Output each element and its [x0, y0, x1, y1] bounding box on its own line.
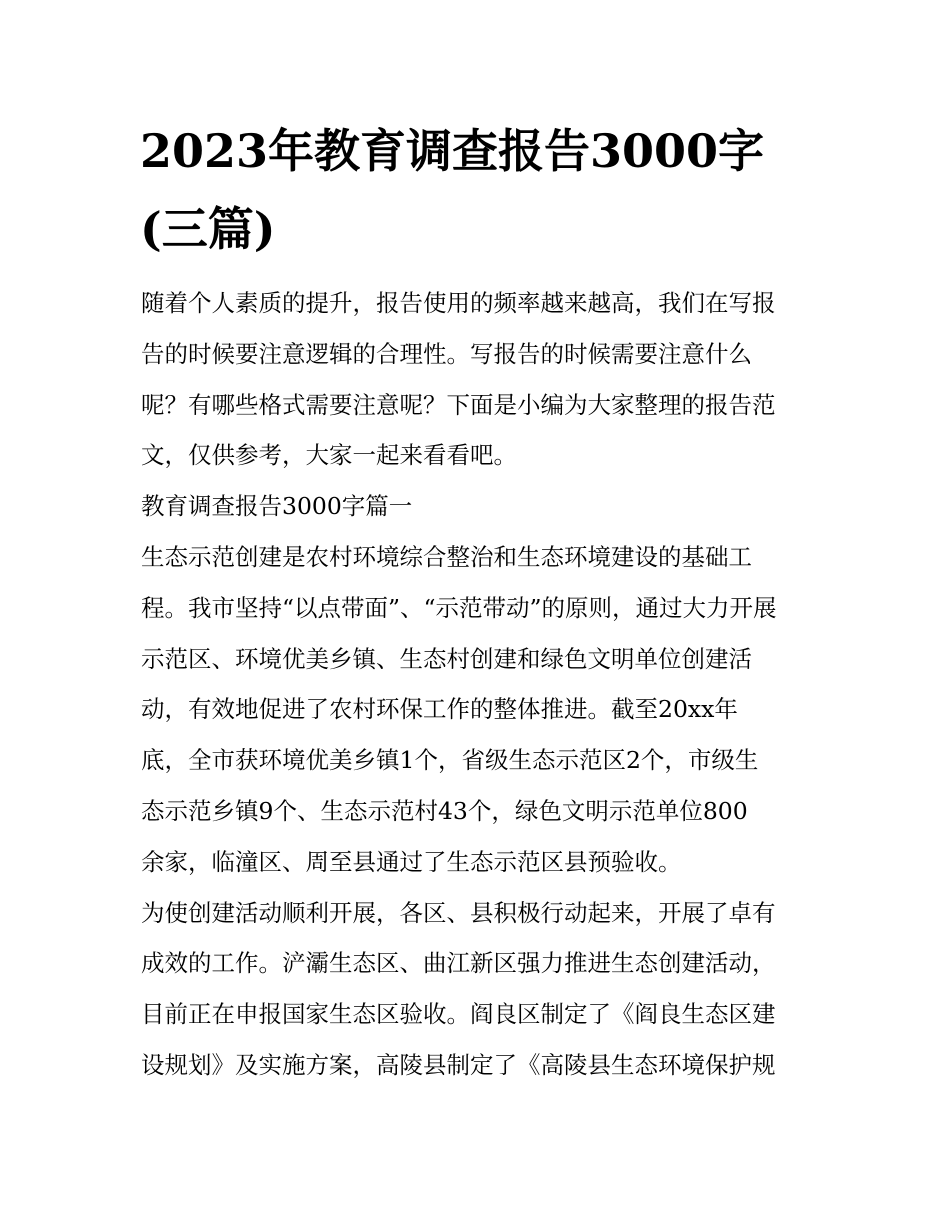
title-line: 2023年教育调查报告3000字	[140, 124, 765, 178]
paragraph-line: 程。我市坚持“以点带面”、“示范带动”的原则，通过大力开展	[141, 593, 777, 622]
paragraph-line: 目前正在申报国家生态区验收。阎良区制定了《阎良生态区建	[141, 1000, 776, 1029]
section-heading: 教育调查报告3000字篇一	[141, 492, 413, 521]
paragraph-line: 呢？有哪些格式需要注意呢？下面是小编为大家整理的报告范	[141, 390, 776, 419]
paragraph-line: 底，全市获环境优美乡镇1个，省级生态示范区2个，市级生	[141, 746, 759, 775]
document-body	[141, 278, 817, 1091]
paragraph-line: 态示范乡镇9个、生态示范村43个，绿色文明示范单位800	[141, 796, 748, 825]
paragraph-line: 动，有效地促进了农村环保工作的整体推进。截至20xx年	[141, 695, 738, 724]
document-title	[140, 112, 820, 268]
title-line: (三篇)	[140, 202, 276, 256]
paragraph-line: 告的时候要注意逻辑的合理性。写报告的时候需要注意什么	[141, 339, 752, 368]
paragraph-line: 文，仅供参考，大家一起来看看吧。	[141, 441, 517, 470]
paragraph-line: 设规划》及实施方案，高陵县制定了《高陵县生态环境保护规	[141, 1050, 776, 1079]
paragraph-line: 示范区、环境优美乡镇、生态村创建和绿色文明单位创建活	[141, 644, 752, 673]
paragraph-line: 为使创建活动顺利开展，各区、县积极行动起来，开展了卓有	[141, 898, 776, 927]
paragraph-line: 生态示范创建是农村环境综合整治和生态环境建设的基础工	[141, 542, 752, 571]
paragraph-line: 余家，临潼区、周至县通过了生态示范区县预验收。	[141, 847, 682, 876]
paragraph-line: 成效的工作。浐灞生态区、曲江新区强力推进生态创建活动，	[141, 949, 776, 978]
paragraph-line: 随着个人素质的提升，报告使用的频率越来越高，我们在写报	[141, 289, 776, 317]
